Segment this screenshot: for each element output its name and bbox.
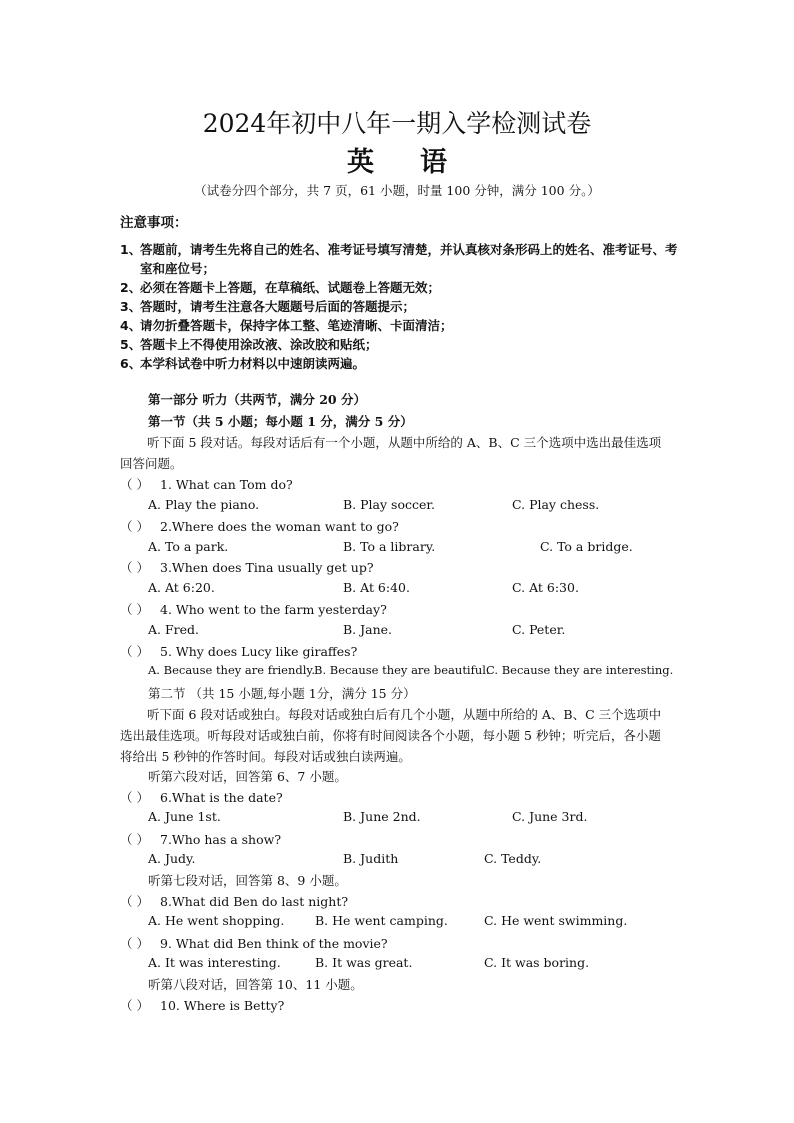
rule-text: 答题卡上不得使用涂改液、涂改胶和贴纸； <box>140 337 378 352</box>
question-text: 9. What did Ben think of the movie? <box>160 936 388 951</box>
option-c: C. Peter. <box>512 622 566 637</box>
rule-item <box>120 278 680 297</box>
answer-blank[interactable]: （ ） <box>120 894 149 909</box>
option-c: C. Teddy. <box>484 851 542 866</box>
subject-char-2: 语 <box>420 147 447 178</box>
question-text: 2.Where does the woman want to go? <box>160 519 399 534</box>
option-a: A. At 6:20. <box>148 580 215 595</box>
answer-blank[interactable]: （ ） <box>120 936 149 951</box>
question-10 <box>120 996 284 1014</box>
rule-text: 本学科试卷中听力材料以中速朗读两遍。 <box>140 356 366 371</box>
option-a: A. Fred. <box>148 622 199 637</box>
dialog8-intro: 听第八段对话，回答第 10、11 小题。 <box>148 977 363 992</box>
rule-number: 3、 <box>120 299 142 314</box>
part1-heading: 第一部分 听力（共两节，满分 20 分） <box>148 392 366 407</box>
rule-text: 必须在答题卡上答题，在草稿纸、试题卷上答题无效； <box>140 280 441 295</box>
dialog7-intro: 听第七段对话，回答第 8、9 小题。 <box>148 873 347 888</box>
question-7 <box>120 830 281 848</box>
section1-instructions: 听下面 5 段对话。每段对话后有一个小题，从题中所给的 A、B、C 三个选项中选出最佳选项回答问题。 <box>120 435 662 471</box>
answer-blank[interactable]: （ ） <box>120 519 149 534</box>
option-a: A. Because they are friendly. <box>148 663 316 677</box>
rule-number: 6、 <box>120 356 142 371</box>
question-2 <box>120 517 399 535</box>
question-text: 4. Who went to the farm yesterday? <box>160 602 387 617</box>
question-9 <box>120 934 388 952</box>
option-b: B. Play soccer. <box>343 497 435 512</box>
option-a: A. To a park. <box>148 539 229 554</box>
notice-heading: 注意事项： <box>120 215 188 231</box>
rule-number: 5、 <box>120 337 142 352</box>
option-b: B. Because they are beautiful. <box>314 663 490 677</box>
option-b: B. June 2nd. <box>343 809 421 824</box>
rule-text: 答题前，请考生先将自己的姓名、准考证号填写清楚，并认真核对条形码上的姓名、准考证号、考室和座位号； <box>140 242 678 276</box>
option-a: A. Play the piano. <box>148 497 260 512</box>
question-text: 1. What can Tom do? <box>160 477 293 492</box>
option-b: B. It was great. <box>315 955 413 970</box>
rule-item <box>120 240 680 278</box>
rule-text: 请勿折叠答题卡，保持字体工整、笔迹清晰、卡面清洁； <box>140 318 453 333</box>
section1-heading: 第一节（共 5 小题；每小题 1 分，满分 5 分） <box>148 414 413 429</box>
section2-heading: 第二节 （共 15 小题,每小题 1分，满分 15 分） <box>148 686 416 701</box>
question-4 <box>120 600 387 618</box>
dialog6-intro: 听第六段对话，回答第 6、7 小题。 <box>148 769 347 784</box>
exam-note: （试卷分四个部分，共 7 页，61 小题，时量 100 分钟，满分 100 分。） <box>194 183 600 198</box>
option-c: C. He went swimming. <box>484 913 628 928</box>
rule-number: 2、 <box>120 280 142 295</box>
answer-blank[interactable]: （ ） <box>120 602 149 617</box>
question-text: 8.What did Ben do last night? <box>160 894 349 909</box>
answer-blank[interactable]: （ ） <box>120 644 149 659</box>
option-c: C. Because they are interesting. <box>486 663 674 677</box>
option-c: C. Play chess. <box>512 497 600 512</box>
option-b: B. At 6:40. <box>343 580 410 595</box>
option-c: C. It was boring. <box>484 955 590 970</box>
question-text: 10. Where is Betty? <box>160 998 285 1013</box>
rule-number: 1、 <box>120 242 142 257</box>
option-a: A. Judy. <box>148 851 196 866</box>
option-a: A. It was interesting. <box>148 955 281 970</box>
question-text: 5. Why does Lucy like giraffes? <box>160 644 358 659</box>
option-c: C. At 6:30. <box>512 580 579 595</box>
option-b: B. To a library. <box>343 539 436 554</box>
rule-item <box>120 354 680 373</box>
exam-title: 2024年初中八年一期入学检测试卷 <box>202 109 592 138</box>
question-text: 6.What is the date? <box>160 790 283 805</box>
rule-item <box>120 297 680 316</box>
subject-title <box>0 140 794 179</box>
question-8 <box>120 892 348 910</box>
rule-text: 答题时，请考生注意各大题题号后面的答题提示； <box>140 299 416 314</box>
option-b: B. He went camping. <box>315 913 448 928</box>
rule-item <box>120 335 680 354</box>
option-b: B. Judith <box>343 851 399 866</box>
subject-char-1: 英 <box>347 147 374 178</box>
notice-rules <box>120 240 680 373</box>
answer-blank[interactable]: （ ） <box>120 832 149 847</box>
question-6 <box>120 788 283 806</box>
option-b: B. Jane. <box>343 622 393 637</box>
question-3 <box>120 558 374 576</box>
question-text: 7.Who has a show? <box>160 832 282 847</box>
answer-blank[interactable]: （ ） <box>120 790 149 805</box>
answer-blank[interactable]: （ ） <box>120 477 149 492</box>
rule-item <box>120 316 680 335</box>
option-a: A. He went shopping. <box>148 913 285 928</box>
rule-number: 4、 <box>120 318 142 333</box>
option-c: C. To a bridge. <box>540 539 633 554</box>
option-c: C. June 3rd. <box>512 809 588 824</box>
answer-blank[interactable]: （ ） <box>120 998 149 1013</box>
question-1 <box>120 475 293 493</box>
option-a: A. June 1st. <box>148 809 221 824</box>
question-5 <box>120 642 357 660</box>
answer-blank[interactable]: （ ） <box>120 560 149 575</box>
section2-instructions: 听下面 6 段对话或独白。每段对话或独白后有几个小题，从题中所给的 A、B、C 三个选项中选出最佳选项。听每段对话或独白前，你将有时间阅读各个小题，每小题 5 秒钟；听完后，各小题将给出 5 秒钟的作答时间。每段对话或独白读两遍。 <box>120 707 662 764</box>
question-text: 3.When does Tina usually get up? <box>160 560 374 575</box>
